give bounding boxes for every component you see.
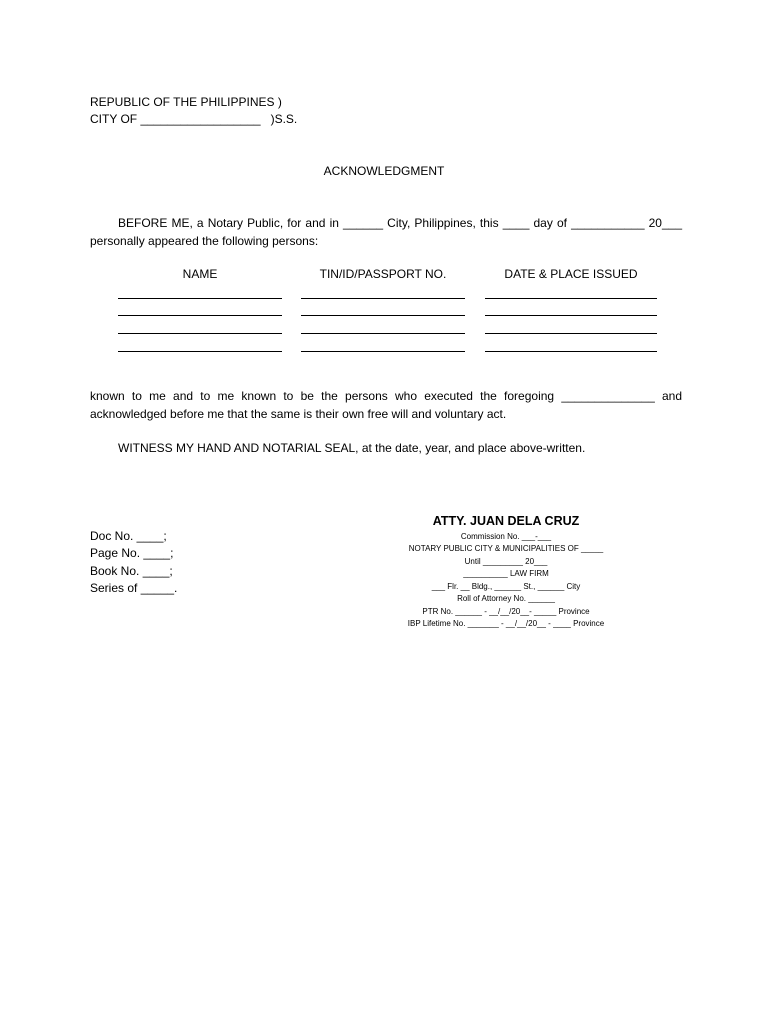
acknowledgment-paragraph: known to me and to me known to be the persons who executed the foregoing ______________ and acknowledged before me that the same is their own free will and voluntary act. (90, 389, 682, 421)
venue-city-line: CITY OF __________________ )S.S. (90, 112, 298, 126)
roll-of-attorney: Roll of Attorney No. ______ (457, 594, 555, 603)
name-blank (118, 351, 282, 352)
id-blank (301, 333, 465, 334)
book-number: Book No. ____; (90, 564, 173, 578)
series-year: Series of _____. (90, 581, 178, 595)
doc-number: Doc No. ____; (90, 529, 167, 543)
intro-paragraph: BEFORE ME, a Notary Public, for and in ______ City, Philippines, this ____ day of ___________ 20___ personally appeared the following persons: (90, 216, 682, 248)
law-firm: __________ LAW FIRM (463, 569, 549, 578)
witness-paragraph: WITNESS MY HAND AND NOTARIAL SEAL, at the date, year, and place above-written. (118, 441, 586, 455)
page-number: Page No. ____; (90, 546, 174, 560)
id-blank (301, 298, 465, 299)
column-header-id: TIN/ID/PASSPORT NO. (319, 267, 447, 281)
signatory-name: ATTY. JUAN DELA CRUZ (432, 514, 580, 528)
name-blank (118, 315, 282, 316)
office-address: ___ Flr. __ Bldg., ______ St., ______ City (431, 582, 581, 591)
column-header-name: NAME (182, 267, 218, 281)
name-blank (118, 298, 282, 299)
date-place-blank (485, 333, 657, 334)
commission-number: Commission No. ___-___ (460, 532, 552, 541)
document-title: ACKNOWLEDGMENT (323, 164, 445, 178)
column-header-date-place: DATE & PLACE ISSUED (504, 267, 638, 281)
ibp-number: IBP Lifetime No. _______ - __/__/20__ - ____ Province (407, 619, 605, 628)
date-place-blank (485, 298, 657, 299)
id-blank (301, 315, 465, 316)
name-blank (118, 333, 282, 334)
venue-country-line: REPUBLIC OF THE PHILIPPINES ) (90, 95, 282, 109)
date-place-blank (485, 315, 657, 316)
id-blank (301, 351, 465, 352)
notary-jurisdiction: NOTARY PUBLIC CITY & MUNICIPALITIES OF _____ (408, 544, 604, 553)
commission-until: Until _________ 20___ (464, 557, 548, 566)
ptr-number: PTR No. ______ - __/__/20__- _____ Province (422, 607, 590, 616)
date-place-blank (485, 351, 657, 352)
